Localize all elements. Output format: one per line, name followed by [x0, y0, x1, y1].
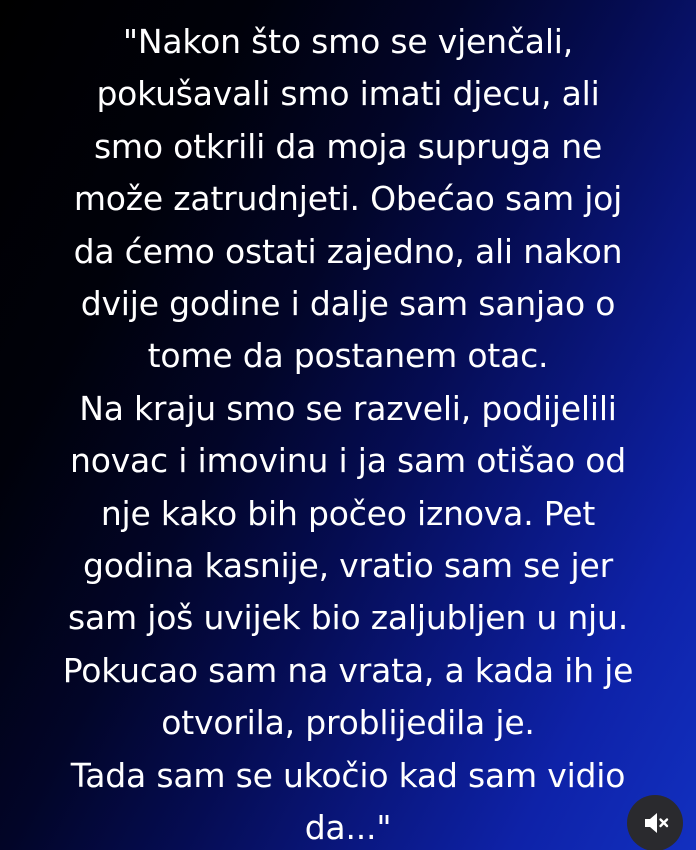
- story-line: novac i imovinu i ja sam otišao od: [70, 441, 626, 481]
- story-text: [0, 16, 696, 850]
- story-line: "Nakon što smo se vjenčali,: [122, 22, 574, 61]
- story-line: tome da postanem otac.: [147, 336, 549, 376]
- story-line: Pokucao sam na vrata, a kada ih je: [62, 650, 634, 690]
- story-line: da ćemo ostati zajedno, ali nakon: [73, 231, 623, 271]
- story-line: dvije godine i dalje sam sanjao o: [80, 284, 616, 324]
- story-line: Na kraju smo se razveli, podijelili: [79, 388, 617, 428]
- story-line: pokušavali smo imati djecu, ali: [96, 74, 600, 114]
- story-line: nje kako bih počeo iznova. Pet: [100, 493, 596, 533]
- story-line: da...": [304, 808, 392, 848]
- story-line: otvorila, problijedila je.: [161, 703, 535, 743]
- speaker-muted-icon: [640, 808, 670, 838]
- mute-toggle-button[interactable]: [627, 795, 683, 850]
- story-line: godina kasnije, vratio sam se jer: [83, 546, 613, 586]
- story-line: Tada sam se ukočio kad sam vidio: [70, 755, 626, 795]
- story-line: može zatrudnjeti. Obećao sam joj: [73, 179, 623, 219]
- story-line: sam još uvijek bio zaljubljen u nju.: [67, 598, 629, 638]
- story-line: smo otkrili da moja supruga ne: [93, 126, 603, 166]
